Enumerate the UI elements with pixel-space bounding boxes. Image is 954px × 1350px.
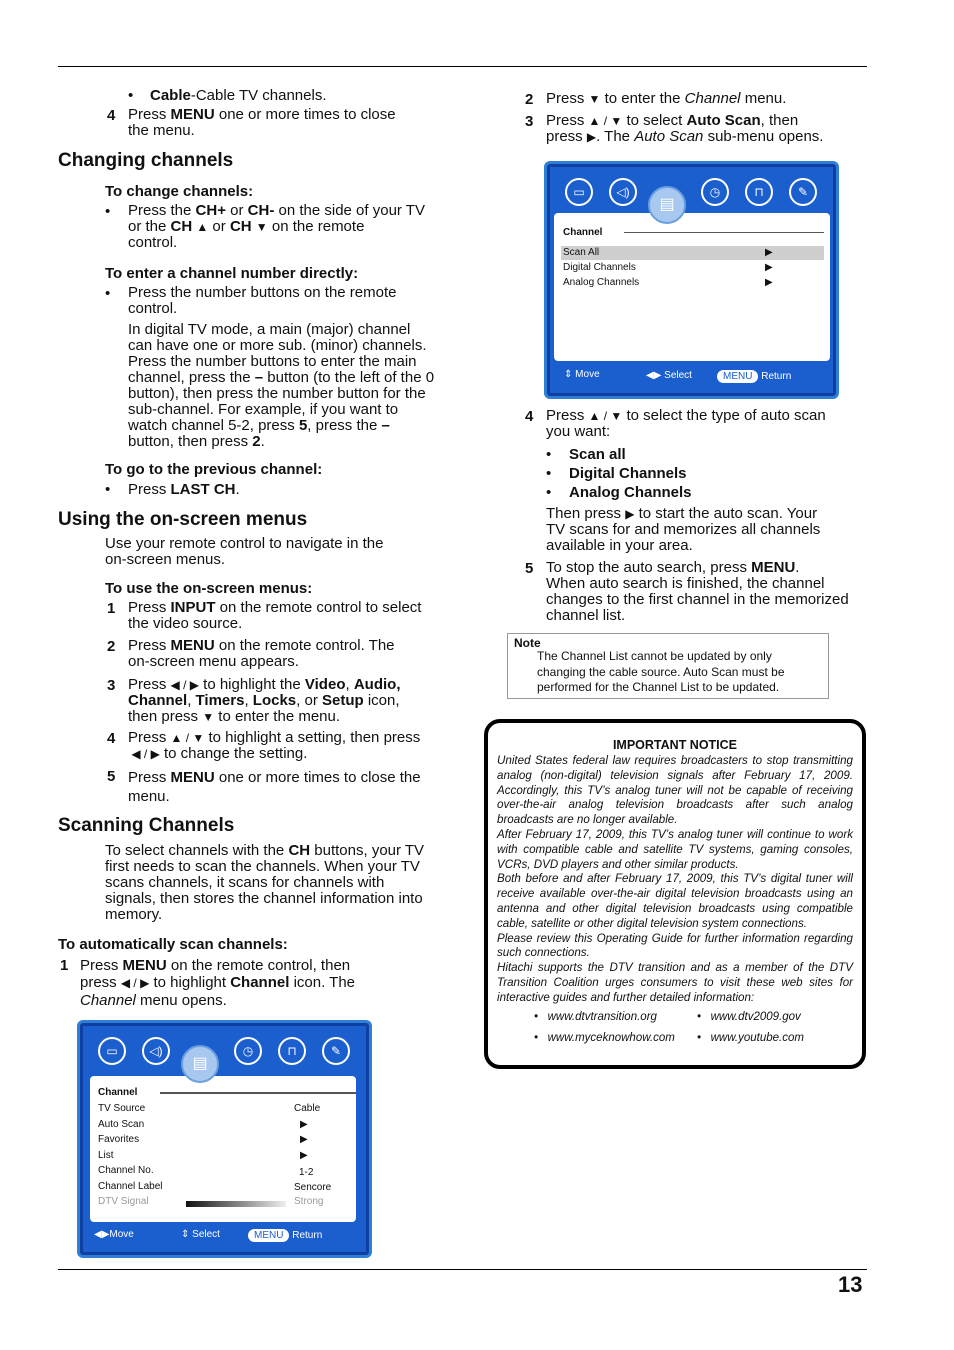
notice-link[interactable]: • www.dtvtransition.org (534, 1011, 657, 1023)
audio-icon: ◁) (609, 178, 637, 206)
scan-option: Digital Channels (569, 465, 687, 482)
bottom-rule (58, 1269, 867, 1270)
up-down-arrows-icon: ▲ / ▼ (588, 114, 623, 128)
cable-bullet: Cable-Cable TV channels. (150, 87, 327, 104)
down-arrow-icon: ▼ (255, 220, 268, 234)
highlight-bar (561, 246, 824, 260)
bullet: • (546, 484, 552, 501)
subheading: To automatically scan channels: (58, 936, 288, 953)
lock-icon: ⊓ (745, 178, 773, 206)
channel-icon: ▤ (648, 186, 686, 224)
menus-step2: Press MENU on the remote control. The on-screen menu appears. (128, 637, 395, 670)
bullet: • (105, 481, 111, 498)
start-scan-text: Then press ▶ to start the auto scan. Your TV scans for and memorizes all channels available in your area. (546, 505, 821, 554)
right-arrow-icon: ▶ (586, 130, 597, 144)
submenu-arrow-icon: ▶ (765, 262, 773, 273)
menus-intro: Use your remote control to navigate in the on-screen menus. (105, 535, 384, 568)
setup-icon: ✎ (789, 178, 817, 206)
menu-item-channel-no[interactable]: Channel No. (98, 1165, 154, 1176)
notice-paragraph: Please review this Operating Guide for further information regarding such connections. (497, 931, 853, 960)
up-arrow-icon: ▲ (196, 220, 209, 234)
menu-item-analog-channels[interactable]: Analog Channels (563, 277, 640, 288)
left-right-icon: ◀▶ (646, 370, 665, 381)
up-down-arrows-icon: ▲ / ▼ (588, 409, 623, 423)
right-step2: Press ▼ to enter the Channel menu. (546, 90, 787, 107)
direct-entry-text: Press the number buttons on the remote control. (128, 284, 397, 317)
bullet: • (128, 87, 134, 104)
scan-step1: Press MENU on the remote control, then press ◀ / ▶ to highlight Channel icon. The Channel menu opens. (80, 957, 356, 1009)
bullet: • (546, 465, 552, 482)
timer-icon: ◷ (234, 1037, 262, 1065)
step-number: 5 (107, 768, 116, 785)
page-number: 13 (838, 1272, 863, 1297)
right-step4: Press ▲ / ▼ to select the type of auto scan you want: (546, 407, 826, 440)
menu-value: Cable (294, 1103, 321, 1114)
up-down-arrows-icon: ▲ / ▼ (170, 731, 205, 745)
up-down-icon: ⇕ (564, 369, 576, 380)
subheading: To use the on-screen menus: (105, 580, 313, 597)
menu-header: Channel (98, 1087, 138, 1098)
on-screen-menus-title: Using the on-screen menus (58, 509, 308, 530)
subheading: To go to the previous channel: (105, 461, 323, 478)
menus-step4: Press ▲ / ▼ to highlight a setting, then press ◀ / ▶ to change the setting. (128, 729, 421, 762)
down-arrow-icon: ▼ (588, 92, 601, 106)
step-number: 1 (107, 600, 116, 617)
note-box (507, 633, 829, 699)
header-line (624, 232, 824, 233)
auto-scan-menu-screen (544, 161, 839, 399)
left-right-arrows-icon: ◀ / ▶ (128, 747, 160, 761)
menu-value: 1-2 (299, 1167, 314, 1178)
channel-menu-panel (90, 1076, 356, 1222)
left-right-icon: ◀▶ (94, 1229, 110, 1240)
footer-move: ⇕ Move (564, 369, 600, 380)
step-number: 3 (525, 113, 534, 130)
subheading: To change channels: (105, 183, 254, 200)
left-right-arrows-icon: ◀ / ▶ (170, 678, 199, 692)
submenu-arrow-icon: ▶ (765, 247, 773, 258)
menu-item-scan-all[interactable]: Scan All (563, 247, 600, 258)
top-rule (58, 66, 867, 67)
menu-button: MENU (248, 1229, 289, 1242)
menus-step3: Press ◀ / ▶ to highlight the Video, Audio, Channel, Timers, Locks, or Setup icon, then press ▼ to enter the menu. (128, 676, 401, 725)
menu-item-tv-source[interactable]: TV Source (98, 1103, 146, 1114)
notice-paragraph: Hitachi supports the DTV transition and as a member of the DTV Transition Coalition urges consumers to visit these web sites for interactive guides and further detailed information: (497, 961, 853, 1004)
setup-icon: ✎ (322, 1037, 350, 1065)
scan-option: Scan all (569, 446, 626, 463)
channel-icon: ▤ (181, 1045, 219, 1083)
channel-menu-screen (77, 1020, 372, 1258)
bullet: • (105, 285, 111, 302)
change-channels-text: Press the CH+ or CH- on the side of your TV or the CH ▲ or CH ▼ on the remote control. (128, 202, 425, 251)
submenu-arrow-icon: ▶ (765, 277, 773, 288)
subheading: To enter a channel number directly: (105, 265, 359, 282)
step-number: 4 (107, 107, 116, 124)
menu-item-auto-scan[interactable]: Auto Scan (98, 1119, 145, 1130)
footer-move: ◀▶Move (94, 1229, 134, 1240)
audio-icon: ◁) (142, 1037, 170, 1065)
video-icon: ▭ (565, 178, 593, 206)
menu-icon-bar (98, 1037, 350, 1065)
step-number: 2 (107, 638, 116, 655)
footer-return: MENU Return (248, 1229, 322, 1242)
notice-body (497, 754, 853, 1006)
bullet: • (546, 446, 552, 463)
video-icon: ▭ (98, 1037, 126, 1065)
header-line (160, 1092, 356, 1094)
notice-link[interactable]: • www.myceknowhow.com (534, 1032, 675, 1044)
menu-value: Strong (294, 1196, 324, 1207)
note-label: Note (514, 636, 541, 650)
step4-text: Press MENU one or more times to close the menu. (128, 106, 396, 139)
down-arrow-icon: ▼ (202, 710, 215, 724)
menu-item-digital-channels[interactable]: Digital Channels (563, 262, 636, 273)
menu-header: Channel (563, 227, 603, 238)
important-notice-box (484, 719, 866, 1069)
notice-title: IMPORTANT NOTICE (612, 738, 738, 752)
footer-select: ◀▶ Select (646, 370, 692, 381)
left-right-arrows-icon: ◀ / ▶ (120, 976, 150, 990)
auto-scan-panel (554, 213, 830, 361)
menu-button: MENU (717, 370, 758, 383)
lock-icon: ⊓ (278, 1037, 306, 1065)
signal-bar (186, 1201, 286, 1207)
right-step5: To stop the auto search, press MENU. When auto search is finished, the channel changes to the first channel in the memorized channel list. (546, 559, 849, 624)
step-number: 2 (525, 91, 534, 108)
notice-paragraph: After February 17, 2009, this TV’s analog tuner will continue to work with compatible cable and satellite TV systems, gaming consoles, VCRs, DVD players and other similar products. (497, 827, 853, 871)
timer-icon: ◷ (701, 178, 729, 206)
menu-value: Sencore (294, 1182, 332, 1193)
digital-mode-paragraph: In digital TV mode, a main (major) channel can have one or more sub. (minor) channels. Press the number buttons to enter the main channel, press the – button (to the left of the 0 button), then press the number button for the sub-channel. For example, if you want to watch channel 5-2, press 5, press the – button, then press 2. (128, 321, 435, 450)
step-number: 4 (107, 730, 116, 747)
bullet: • (105, 203, 111, 220)
step-number: 5 (525, 560, 534, 577)
submenu-arrow-icon: ▶ (300, 1119, 308, 1130)
notice-paragraph: United States federal law requires broadcasters to stop transmitting analog (non-digital) television signals after February 17, 2009. Accordingly, this TV’s analog tuner will not be capable of receiving over-the-air analog television broadcasts after such analog broadcasts are no longer available. (497, 754, 853, 827)
scanning-channels-title: Scanning Channels (58, 815, 235, 836)
step-number: 4 (525, 408, 534, 425)
menu-item-list[interactable]: List (98, 1150, 114, 1161)
right-arrow-icon: ▶ (625, 507, 635, 521)
menu-item-dtv-signal: DTV Signal (98, 1196, 149, 1207)
changing-channels-title: Changing channels (58, 150, 234, 171)
scanning-intro: To select channels with the CH buttons, your TV first needs to scan the channels. When your TV scans channels, it scans for channels with signals, then stores the channel information into memory. (105, 842, 425, 923)
notice-paragraph: Both before and after February 17, 2009, this TV’s digital tuner will receive available over-the-air digital television broadcasts using an antenna and other digital television broadcasts using compatible cable, satellite or other digital television system connections. (497, 872, 853, 930)
notice-link[interactable]: • www.dtv2009.gov (697, 1011, 801, 1023)
footer-return: MENU Return (717, 370, 791, 383)
submenu-arrow-icon: ▶ (300, 1150, 308, 1161)
notice-link[interactable]: • www.youtube.com (697, 1032, 804, 1044)
menu-icon-bar (565, 178, 817, 206)
last-ch-text: Press LAST CH. (128, 481, 240, 498)
scan-option: Analog Channels (569, 484, 692, 501)
up-down-icon: ⇕ (181, 1229, 193, 1240)
step-number: 1 (60, 957, 69, 974)
menu-item-channel-label[interactable]: Channel Label (98, 1181, 163, 1192)
menus-step1: Press INPUT on the remote control to select the video source. (128, 599, 422, 632)
submenu-arrow-icon: ▶ (300, 1134, 308, 1145)
menus-step5: Press MENU one or more times to close the menu. (128, 769, 421, 805)
right-step3: Press ▲ / ▼ to select Auto Scan, then press ▶. The Auto Scan sub-menu opens. (546, 112, 824, 145)
menu-item-favorites[interactable]: Favorites (98, 1134, 140, 1145)
step-number: 3 (107, 677, 116, 694)
footer-select: ⇕ Select (181, 1229, 220, 1240)
note-text: The Channel List cannot be updated by only changing the cable source. Auto Scan must be performed for the Channel List to be updated. (537, 649, 785, 694)
